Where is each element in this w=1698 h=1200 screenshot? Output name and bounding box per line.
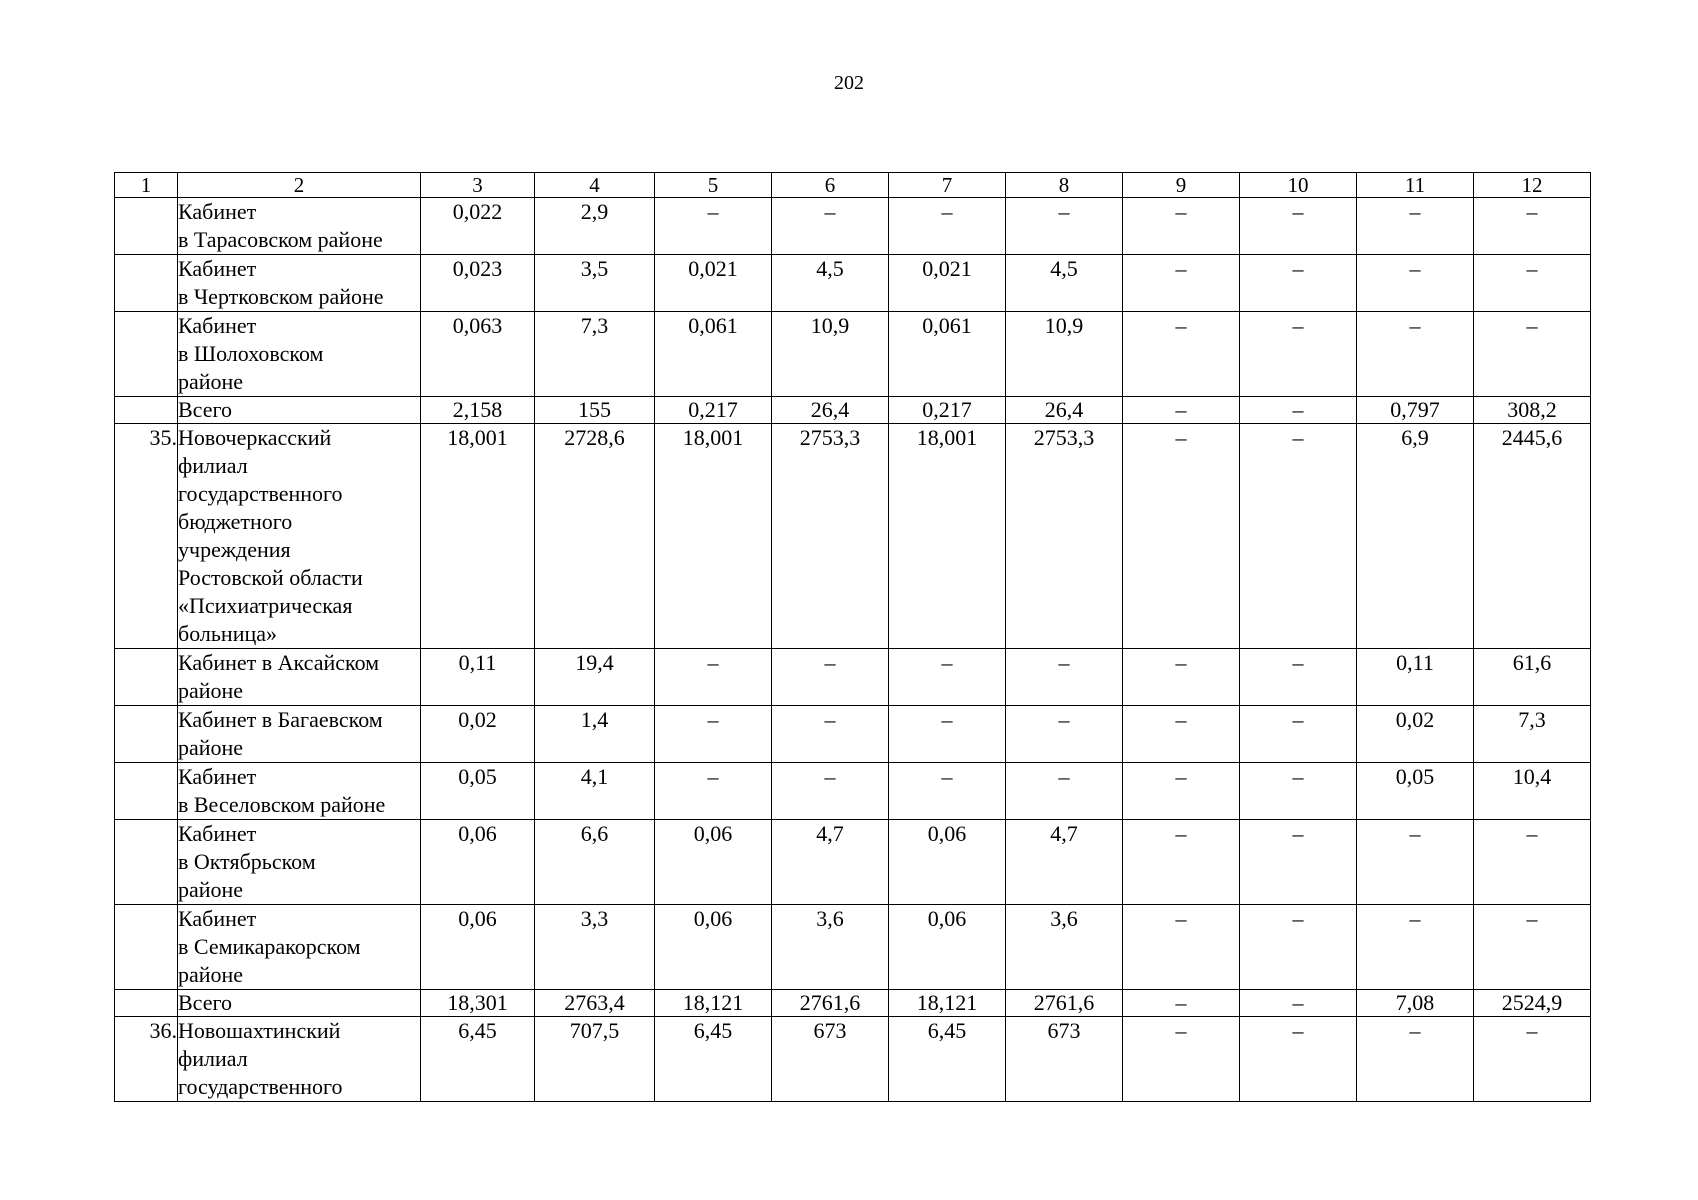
column-header: 3 (421, 173, 535, 198)
table-row (115, 820, 1591, 905)
value-cell: 3,5 (535, 255, 655, 312)
row-name-line: в Веселовском районе (178, 792, 386, 817)
row-name-line: Кабинет (178, 821, 257, 846)
value-cell: 7,08 (1357, 990, 1474, 1017)
value-cell: 0,06 (655, 905, 772, 990)
value-cell: 0,11 (1357, 649, 1474, 706)
row-name-line: Кабинет (178, 313, 257, 338)
row-name-line: государственного (178, 481, 343, 506)
value-cell: 18,121 (655, 990, 772, 1017)
value-cell: 18,301 (421, 990, 535, 1017)
value-cell: – (1240, 763, 1357, 820)
value-cell: – (1357, 255, 1474, 312)
value-cell: 18,001 (889, 424, 1006, 649)
value-cell: – (1123, 198, 1240, 255)
value-cell: – (889, 198, 1006, 255)
value-cell: 2753,3 (1006, 424, 1123, 649)
value-cell: – (1123, 424, 1240, 649)
value-cell: 0,217 (655, 397, 772, 424)
row-name-line: Ростовской области (178, 565, 363, 590)
value-cell: 4,7 (1006, 820, 1123, 905)
row-name-cell (178, 905, 421, 990)
value-cell: – (1474, 255, 1591, 312)
value-cell: – (772, 649, 889, 706)
value-cell: – (1006, 763, 1123, 820)
row-name-line: Всего (178, 397, 232, 422)
value-cell: 10,4 (1474, 763, 1591, 820)
value-cell: 2761,6 (1006, 990, 1123, 1017)
value-cell: 19,4 (535, 649, 655, 706)
row-name-line: «Психиатрическая (178, 593, 353, 618)
value-cell: – (1123, 990, 1240, 1017)
row-name-cell (178, 397, 421, 424)
value-cell: 3,3 (535, 905, 655, 990)
row-name-line: районе (178, 735, 244, 760)
value-cell: 0,05 (421, 763, 535, 820)
value-cell: – (1240, 1017, 1357, 1102)
row-name-line: Всего (178, 990, 232, 1015)
row-number-cell (115, 820, 178, 905)
row-number-cell (115, 763, 178, 820)
value-cell: – (889, 763, 1006, 820)
value-cell: 7,3 (1474, 706, 1591, 763)
column-header: 5 (655, 173, 772, 198)
row-name-line: Новошахтинский (178, 1018, 341, 1043)
row-name-cell (178, 312, 421, 397)
value-cell: 0,061 (655, 312, 772, 397)
value-cell: – (1474, 905, 1591, 990)
row-name-line: филиал (178, 1046, 248, 1071)
value-cell: 2524,9 (1474, 990, 1591, 1017)
value-cell: 2763,4 (535, 990, 655, 1017)
value-cell: – (1123, 763, 1240, 820)
column-header: 6 (772, 173, 889, 198)
value-cell: 0,022 (421, 198, 535, 255)
row-name-line: районе (178, 877, 244, 902)
row-name-line: в Семикаракорском (178, 934, 361, 959)
value-cell: 0,02 (1357, 706, 1474, 763)
value-cell: 10,9 (1006, 312, 1123, 397)
value-cell: 0,11 (421, 649, 535, 706)
row-name-line: Кабинет (178, 906, 257, 931)
value-cell: 6,6 (535, 820, 655, 905)
value-cell: – (889, 706, 1006, 763)
value-cell: 0,063 (421, 312, 535, 397)
value-cell: 6,45 (655, 1017, 772, 1102)
value-cell: 308,2 (1474, 397, 1591, 424)
row-number-cell (115, 397, 178, 424)
value-cell: 2728,6 (535, 424, 655, 649)
value-cell: 2,158 (421, 397, 535, 424)
value-cell: – (1240, 905, 1357, 990)
value-cell: – (655, 198, 772, 255)
value-cell: – (655, 706, 772, 763)
row-name-line: районе (178, 369, 244, 394)
row-name-line: Кабинет (178, 764, 257, 789)
value-cell: 673 (772, 1017, 889, 1102)
column-header: 9 (1123, 173, 1240, 198)
value-cell: 3,6 (772, 905, 889, 990)
value-cell: 673 (1006, 1017, 1123, 1102)
total-row (115, 990, 1591, 1017)
value-cell: – (1357, 312, 1474, 397)
value-cell: 26,4 (772, 397, 889, 424)
row-name-cell (178, 649, 421, 706)
row-name-line: районе (178, 678, 244, 703)
data-table (114, 172, 1591, 1102)
row-name-line: Кабинет (178, 256, 257, 281)
column-header: 8 (1006, 173, 1123, 198)
table-row (115, 255, 1591, 312)
row-number-cell (115, 649, 178, 706)
column-header: 7 (889, 173, 1006, 198)
table-row (115, 649, 1591, 706)
column-header: 4 (535, 173, 655, 198)
row-number-cell: 35. (115, 424, 178, 649)
value-cell: – (1123, 1017, 1240, 1102)
value-cell: 2,9 (535, 198, 655, 255)
value-cell: 0,023 (421, 255, 535, 312)
table-row (115, 424, 1591, 649)
column-header: 11 (1357, 173, 1474, 198)
value-cell: 0,021 (655, 255, 772, 312)
value-cell: – (1123, 820, 1240, 905)
row-number-cell (115, 905, 178, 990)
value-cell: – (1240, 198, 1357, 255)
row-name-cell (178, 198, 421, 255)
value-cell: 0,217 (889, 397, 1006, 424)
value-cell: 0,021 (889, 255, 1006, 312)
value-cell: 2753,3 (772, 424, 889, 649)
value-cell: – (1240, 990, 1357, 1017)
row-name-line: в Чертковском районе (178, 284, 384, 309)
column-header: 1 (115, 173, 178, 198)
row-number-cell (115, 706, 178, 763)
row-name-line: Кабинет в Багаевском (178, 707, 383, 732)
value-cell: – (889, 649, 1006, 706)
value-cell: 18,001 (421, 424, 535, 649)
row-name-line: Новочеркасский (178, 425, 332, 450)
value-cell: 18,001 (655, 424, 772, 649)
row-name-line: районе (178, 962, 244, 987)
value-cell: 0,05 (1357, 763, 1474, 820)
column-header: 10 (1240, 173, 1357, 198)
value-cell: – (1240, 312, 1357, 397)
value-cell: – (1357, 198, 1474, 255)
row-number-cell (115, 990, 178, 1017)
value-cell: 6,45 (421, 1017, 535, 1102)
value-cell: 6,9 (1357, 424, 1474, 649)
row-name-cell (178, 820, 421, 905)
row-number-cell (115, 312, 178, 397)
value-cell: 0,06 (421, 905, 535, 990)
value-cell: – (1240, 255, 1357, 312)
row-name-line: в Тарасовском районе (178, 227, 383, 252)
value-cell: – (1123, 397, 1240, 424)
value-cell: 0,06 (889, 905, 1006, 990)
table-row (115, 763, 1591, 820)
row-name-line: Кабинет в Аксайском (178, 650, 380, 675)
value-cell: 18,121 (889, 990, 1006, 1017)
column-header: 12 (1474, 173, 1591, 198)
value-cell: – (772, 763, 889, 820)
value-cell: – (1240, 706, 1357, 763)
value-cell: – (1240, 649, 1357, 706)
row-number-cell: 36. (115, 1017, 178, 1102)
value-cell: 1,4 (535, 706, 655, 763)
value-cell: – (1006, 649, 1123, 706)
value-cell: – (1474, 820, 1591, 905)
column-header: 2 (178, 173, 421, 198)
header-row (115, 173, 1591, 198)
value-cell: 7,3 (535, 312, 655, 397)
value-cell: – (1123, 706, 1240, 763)
row-number-cell (115, 198, 178, 255)
value-cell: – (1006, 706, 1123, 763)
value-cell: 10,9 (772, 312, 889, 397)
value-cell: – (772, 198, 889, 255)
value-cell: 0,02 (421, 706, 535, 763)
value-cell: 3,6 (1006, 905, 1123, 990)
value-cell: – (655, 649, 772, 706)
value-cell: 4,1 (535, 763, 655, 820)
table-body (115, 198, 1591, 1102)
value-cell: – (1357, 820, 1474, 905)
table-row (115, 706, 1591, 763)
value-cell: 0,061 (889, 312, 1006, 397)
value-cell: 0,06 (421, 820, 535, 905)
value-cell: – (1240, 397, 1357, 424)
value-cell: 4,7 (772, 820, 889, 905)
table-row (115, 1017, 1591, 1102)
row-number-cell (115, 255, 178, 312)
value-cell: 0,797 (1357, 397, 1474, 424)
value-cell: – (1357, 1017, 1474, 1102)
value-cell: – (1123, 649, 1240, 706)
value-cell: 707,5 (535, 1017, 655, 1102)
row-name-line: в Октябрьском (178, 849, 316, 874)
value-cell: – (1474, 198, 1591, 255)
value-cell: – (1006, 198, 1123, 255)
row-name-cell (178, 1017, 421, 1102)
value-cell: – (1474, 1017, 1591, 1102)
value-cell: 0,06 (655, 820, 772, 905)
row-name-line: больница» (178, 621, 277, 646)
value-cell: 4,5 (772, 255, 889, 312)
row-name-line: в Шолоховском (178, 341, 324, 366)
table-row (115, 905, 1591, 990)
value-cell: – (1240, 820, 1357, 905)
row-name-cell (178, 706, 421, 763)
row-name-cell (178, 424, 421, 649)
value-cell: – (772, 706, 889, 763)
value-cell: 155 (535, 397, 655, 424)
row-name-cell (178, 763, 421, 820)
page-number: 202 (834, 72, 864, 94)
value-cell: 6,45 (889, 1017, 1006, 1102)
value-cell: – (1123, 905, 1240, 990)
value-cell: 26,4 (1006, 397, 1123, 424)
value-cell: 0,06 (889, 820, 1006, 905)
row-name-line: филиал (178, 453, 248, 478)
value-cell: – (655, 763, 772, 820)
row-name-cell (178, 990, 421, 1017)
value-cell: – (1474, 312, 1591, 397)
value-cell: 2761,6 (772, 990, 889, 1017)
row-name-line: учреждения (178, 537, 291, 562)
value-cell: 2445,6 (1474, 424, 1591, 649)
value-cell: – (1123, 255, 1240, 312)
table-row (115, 198, 1591, 255)
total-row (115, 397, 1591, 424)
row-name-line: Кабинет (178, 199, 257, 224)
value-cell: – (1357, 905, 1474, 990)
row-name-line: государственного (178, 1074, 343, 1099)
row-name-cell (178, 255, 421, 312)
row-name-line: бюджетного (178, 509, 293, 534)
value-cell: 61,6 (1474, 649, 1591, 706)
value-cell: – (1123, 312, 1240, 397)
value-cell: 4,5 (1006, 255, 1123, 312)
table-row (115, 312, 1591, 397)
value-cell: – (1240, 424, 1357, 649)
